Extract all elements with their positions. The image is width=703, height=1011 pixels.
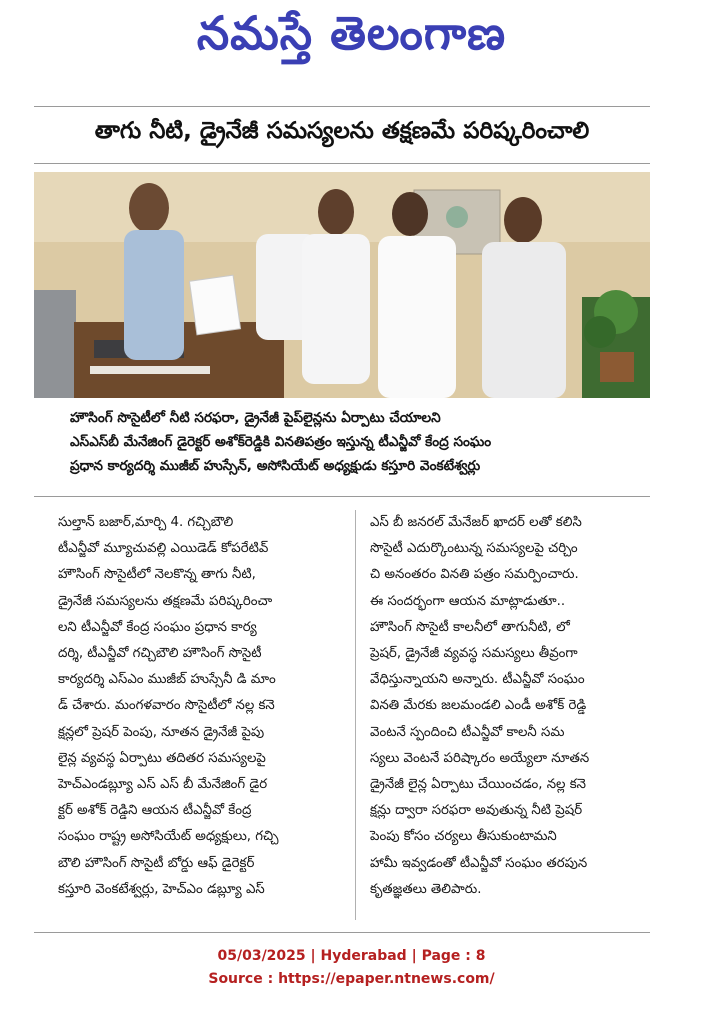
text-line: సంఘం రాష్ట్ర అసోసియేట్ అధ్యక్షులు, గచ్చి xyxy=(58,829,279,845)
text-line: కస్తూరి వెంకటేశ్వర్లు, హెచ్ఎం డబ్ల్యూ ఎస్ xyxy=(58,881,265,897)
text-line: బౌలి హౌసింగ్ సొసైటీ బోర్డు ఆఫ్ డైరెక్టర్ xyxy=(58,855,255,871)
text-line: వేధిస్తున్నాయని అన్నారు. టీఎన్జీవో సంఘం xyxy=(370,672,585,688)
footer-divider xyxy=(34,932,650,933)
caption-line: ప్రధాన కార్యదర్శి ముజీబ్ హుస్సేన్, అసోసియేట్ అధ్యక్షుడు కస్తూరి వెంకటేశ్వర్లు xyxy=(70,458,481,474)
text-line: స్యలు వెంటనే పరిష్కారం అయ్యేలా నూతన xyxy=(370,750,590,766)
masthead-title: నమస్తే తెలంగాణ xyxy=(196,6,507,60)
text-line: ఎస్ బీ జనరల్ మేనేజర్ ఖాదర్ లతో కలిసి xyxy=(370,515,582,530)
text-line: సొసైటీ ఎదుర్కొంటున్న సమస్యలపై చర్చిం xyxy=(370,541,578,557)
caption-line: హౌసింగ్ సొసైటీలో నీటి సరఫరా, డ్రైనేజీ పైప్‌లైన్లను ఏర్పాటు చేయాలని xyxy=(70,410,441,426)
article-headline: తాగు నీటి, డ్రైనేజీ సమస్యలను తక్షణమే పరిష్కరించాలి xyxy=(94,118,590,144)
text-line: క్షన్లలో ప్రెషర్ పెంపు, నూతన డ్రైనేజీ పైపు xyxy=(58,724,265,740)
footer-dateline: 05/03/2025 | Hyderabad | Page : 8 xyxy=(217,948,486,964)
text-line: డ్రైనేజీ లైన్ల ఏర్పాటు చేయించడం, నల్ల కనె xyxy=(370,777,586,793)
text-line: క్టర్ అశోక్ రెడ్డిని ఆయన టీఎన్జీవో కేంద్ర xyxy=(58,803,252,819)
caption-divider xyxy=(34,496,650,497)
masthead-divider xyxy=(34,106,650,107)
text-line: హౌసింగ్ సొసైటీలో నెలకొన్న తాగు నీటి, xyxy=(58,567,256,583)
text-line: టీఎన్జీవో మ్యూచువల్లి ఎయిడెడ్ కోపరేటివ్ xyxy=(58,541,269,557)
text-line: హౌసింగ్ సొసైటీ కాలనీలో తాగునీటి, లో xyxy=(370,619,570,635)
text-line: డ్రైనేజీ సమస్యలను తక్షణమే పరిష్కరించా xyxy=(58,593,273,609)
article-column-left xyxy=(58,510,342,903)
text-line: ఈ సందర్భంగా ఆయన మాట్లాడుతూ.. xyxy=(370,593,566,609)
text-line: క్షన్లు ద్వారా సరఫరా అవుతున్న నీటి ప్రెషర్ xyxy=(370,803,583,819)
text-line: చి అనంతరం వినతి పత్రం సమర్పించారు. xyxy=(370,567,579,583)
caption-line: ఎస్ఎస్‌బీ మేనేజింగ్ డైరెక్టర్ అశోక్‌రెడ్డికి వినతిపత్రం ఇస్తున్న టీఎన్జీవో కేంద్ర సంఘం xyxy=(70,434,492,450)
text-line: హామీ ఇవ్వడంతో టీఎన్జీవో సంఘం తరపున xyxy=(370,855,588,871)
news-photo xyxy=(34,172,650,398)
text-line: కృతజ్ఞతలు తెలిపారు. xyxy=(370,881,482,897)
text-line: లైన్ల వ్యవస్థ ఏర్పాటు తదితర సమస్యలపై xyxy=(58,750,266,766)
column-divider xyxy=(355,510,356,920)
text-line: లని టీఎన్జీవో కేంద్ర సంఘం ప్రధాన కార్య xyxy=(58,619,257,635)
text-line: కార్యదర్శి ఎస్ఎం ముజీబ్ హుస్సేనీ డి మాం xyxy=(58,672,276,688)
text-line: పెంపు కోసం చర్యలు తీసుకుంటామని xyxy=(370,829,557,845)
article-column-right xyxy=(370,510,652,903)
text-line: ప్రెషర్, డ్రైనేజీ వ్యవస్థ సమస్యలు తీవ్రంగా xyxy=(370,646,578,662)
footer-source: Source : https://epaper.ntnews.com/ xyxy=(208,971,495,987)
text-line: దర్శి, టీఎన్జీవో గచ్చిబౌలి హౌసింగ్ సొసైటీ xyxy=(58,646,262,662)
text-line: వెంటనే స్పందించి టీఎన్జీవో కాలనీ సమ xyxy=(370,724,565,740)
text-line: సుల్తాన్ బజార్,మార్చి 4. గచ్చిబౌలి xyxy=(58,515,234,530)
text-line: వినతి మేరకు జలమండలి ఎండీ అశోక్ రెడ్డి xyxy=(370,698,587,714)
text-line: హెచ్ఎండబ్ల్యూ ఎస్ ఎస్ బీ మేనేజింగ్ డైర xyxy=(58,777,268,793)
headline-divider xyxy=(34,163,650,164)
text-line: డ్ చేశారు. మంగళవారం సొసైటీలో నల్ల కనె xyxy=(58,698,275,714)
photo-caption xyxy=(70,406,648,478)
